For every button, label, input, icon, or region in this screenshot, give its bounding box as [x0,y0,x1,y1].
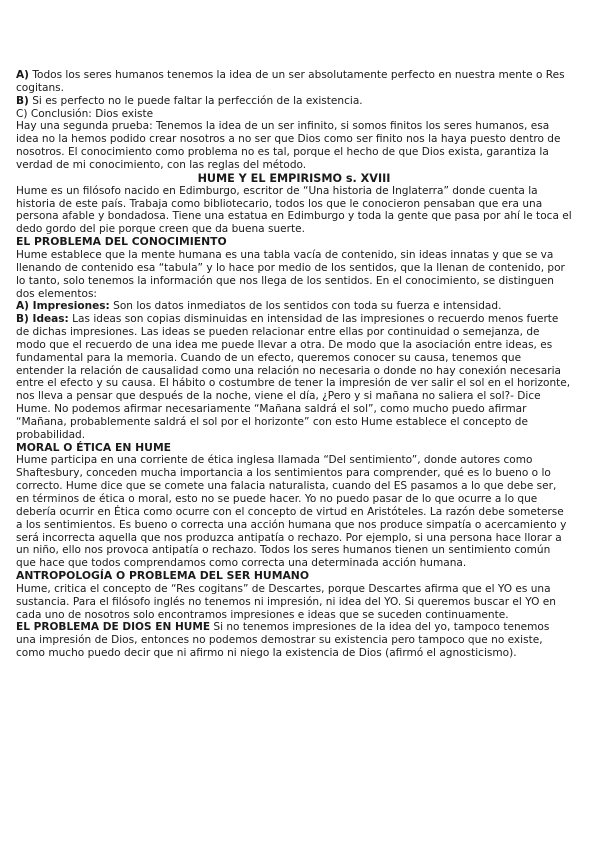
anthropology-heading: ANTROPOLOGÍA O PROBLEMA DEL SER HUMANO [16,569,310,583]
second-proof-paragraph: Hay una segunda prueba: Tenemos la idea de un ser infinito, si somos finitos los seres humanos, esa idea no la hemos podido crear nosotros a no ser que Dios como ser finito nos la haya puesto dentro de nosotros. El conocimiento como problema no es tal, porque el hecho de que Dios exista, garantiza la verdad de mi conocimiento, con las reglas del método. [16,120,561,171]
ideas-paragraph [16,313,572,441]
premise-a-label: A) [16,69,29,81]
impressions-text: Son los datos inmediatos de los sentidos con toda su fuerza e intensidad. [109,300,502,313]
impressions-label: A) Impresiones: [16,300,110,313]
section-title: HUME Y EL EMPIRISMO s. XVIII [197,171,391,185]
impressions-paragraph [16,300,572,313]
god-text: Si no tenemos impresiones de la idea del yo, tampoco tenemos una impresión de Dios, entonces no podemos demostrar su existencia pero tampoco que no existe, como mucho puedo decir que ni afirmo ni niego la existencia de Dios (afirmó el agnosticismo). [16,621,550,660]
god-paragraph [16,621,572,660]
premise-b-label: B) [16,94,29,107]
knowledge-intro-paragraph: Hume establece que la mente humana es una tabla vacía de contenido, sin ideas innatas y que se va llenando de contenido esa “tabula” y lo hace por medio de los sentidos, que la llenan de contenido, por lo tanto, solo tenemos la información que nos llega de los sentidos. En el conocimiento, se distinguen dos elementos: [16,248,565,300]
premise-a-text: Todos los seres humanos tenemos la idea de un ser absolutamente perfecto en nuestra mente o Res cogitans. [16,69,565,94]
descartes-conclusion: C) Conclusión: Dios existe [16,107,154,120]
ethics-paragraph: Hume participa en una corriente de ética inglesa llamada “Del sentimiento”, donde autores como Shaftesbury, conceden mucha importancia a los sentimientos para comprender, qué es lo bueno o lo correcto. Hume dice que se comete una falacia naturalista, cuando del ES pasamos a lo que debe ser, en términos de ética o moral, esto no se puede hacer. Yo no puedo pasar de lo que ocurre a lo que debería ocurrir en Ética como ocurre con el concepto de virtud en Aristóteles. La razón debe someterse a los sentimientos. Es bueno o correcta una acción humana que nos produce simpatía o acercamiento y será incorrecta aquella que nos produzca antipatía o rechazo. Por ejemplo, si una persona hace llorar a un niño, ello nos provoca antipatía o rechazo. Todos los seres humanos tienen un sentimiento común que hace que todos comprendamos como correcta una determinada acción humana. [16,454,567,570]
descartes-premise-a [16,69,572,95]
hume-bio-paragraph: Hume es un filósofo nacido en Edimburgo, escritor de “Una historia de Inglaterra” donde cuenta la historia de este país. Trabaja como bibliotecario, todos los que le conocieron pensaban que era una persona afable y bondadosa. Tiene una estatua en Edimburgo y toda la gente que pasa por ahí le toca el dedo gordo del pie porque creen que da buena suerte. [16,184,572,236]
god-heading: EL PROBLEMA DE DIOS EN HUME [16,621,211,634]
ideas-label: B) Ideas: [16,313,69,326]
premise-b-text: Si es perfecto no le puede faltar la perfección de la existencia. [28,94,363,107]
descartes-premise-b [16,95,572,108]
ethics-heading: MORAL O ÉTICA EN HUME [16,440,172,454]
anthropology-paragraph: Hume, critica el concepto de “Res cogitans” de Descartes, porque Descartes afirma que el YO es una sustancia. Para el filósofo inglés no tenemos ni impresión, ni idea del YO. Si queremos buscar el YO en cada uno de nosotros solo encontramos impresiones e ideas que se suceden continuamente. [16,582,556,621]
ideas-text: Las ideas son copias disminuidas en intensidad de las impresiones o recuerdo menos fuerte de dichas impresiones. Las ideas se pueden relacionar entre ellas por continuidad o semejanza, de modo que el recuerdo de una idea me puede llevar a otra. De modo que la asociación entre ideas, es fundamental para la memoria. Cuando de un efecto, queremos conocer su causa, tenemos que entender la relación de causalidad como una relación no necesaria o donde no hay conexión necesaria entre el efecto y su causa. El hábito o costumbre de tener la impresión de ver salir el sol en el horizonte, nos lleva a pensar que después de la noche, viene el día, ¿Pero y si mañana no saliera el sol?- Dice Hume. No podemos afirmar necesariamente “Mañana saldrá el sol”, como mucho puedo afirmar “Mañana, probablemente saldrá el sol por el horizonte” con esto Hume establece el concepto de probabilidad. [16,313,571,441]
knowledge-heading: EL PROBLEMA DEL CONOCIMIENTO [16,235,227,249]
